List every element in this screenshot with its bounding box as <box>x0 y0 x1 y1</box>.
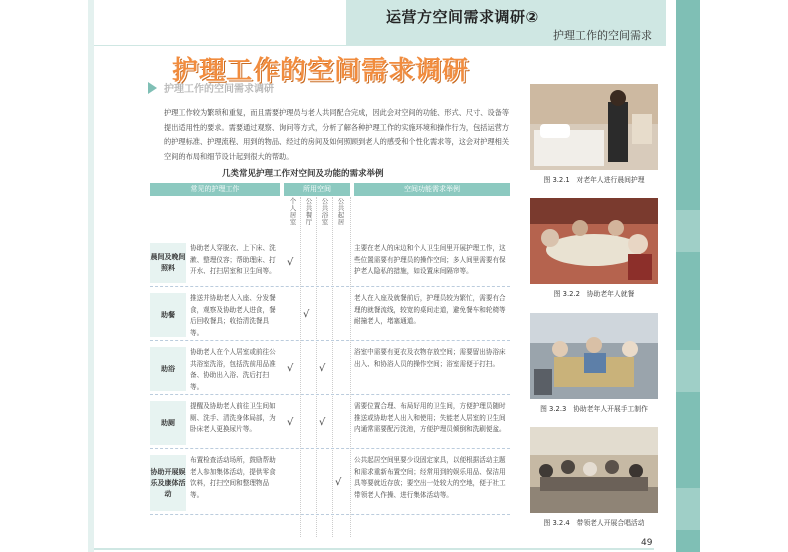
section-title: 护理工作的空间需求 <box>553 29 652 42</box>
header-band <box>346 0 666 46</box>
checkmark-icon: √ <box>319 417 326 428</box>
handcraft-photo <box>530 313 658 399</box>
row-requirement: 公共起居空间里要少设固定家具，以便根据活动主题和需求重新布置空间；经常用到的娱乐用品、保洁用具等要就近存放；要空出一处较大的空地，便于社工带领老人作操、进行集体活动等。 <box>354 456 506 499</box>
photo-caption: 图 3.2.2 协助老年人就餐 <box>553 290 635 298</box>
left-margin-strip <box>88 0 94 552</box>
checkmark-icon: √ <box>287 417 294 428</box>
table-row <box>150 397 510 449</box>
row-category: 助厕 <box>150 401 186 445</box>
space-col-dining: 公共餐厅 <box>305 197 313 226</box>
photo-card <box>530 84 658 184</box>
side-tab-3 <box>676 488 700 530</box>
row-requirement: 老人在入座及就餐前后，护理员较为繁忙，需要有合理的就餐流线，较宽的桌间走道，避免餐车和轮椅等耐撞老人，堵塞通道。 <box>354 294 506 325</box>
photo-caption: 图 3.2.4 带领老人开展合唱活动 <box>543 519 645 527</box>
row-activity: 提醒及协助老人前往卫生间如厕、洗手、清洗身体局部，为卧床老人更换尿片等。 <box>190 402 276 433</box>
checkmark-icon: √ <box>319 363 326 374</box>
photo-caption: 图 3.2.1 对老年人进行晨间护理 <box>543 176 645 184</box>
table-row <box>150 239 510 287</box>
checkmark-icon: √ <box>287 257 294 268</box>
table-row <box>150 343 510 395</box>
bedside-care-photo <box>530 84 658 170</box>
row-activity: 布置检查活动场所，鼓励帮助老人参加集体活动，提供零食饮料，打扫空间和整理物品等。 <box>190 456 276 499</box>
table-caption: 几类常见护理工作对空间及功能的需求举例 <box>222 169 384 179</box>
space-col-room: 个人居室 <box>289 197 297 226</box>
arrow-icon <box>148 82 157 94</box>
side-tab-2 <box>676 350 700 392</box>
row-requirement: 需要位置合理、布局好用的卫生间，方便护理员随时推送或协助老人出入和使用；失能老人居室的卫生间内通常需要配污洗池，方便护理员倾倒和洗刷便盆。 <box>354 402 506 433</box>
photo-card <box>530 427 658 527</box>
side-tab-strip <box>676 0 700 552</box>
table-row <box>150 289 510 341</box>
intro-paragraph: 护理工作较为繁琐和重复，而且需要护理员与老人共同配合完成，因此会对空间的功能、形式、尺寸、设备等提出适用性的要求。需要通过观察、询问等方式，分析了解各种护理工作的实施环境和操作行为，包括运营方的护理标准、护理流程、用到的物品、经过的房间及如何照顾到老人的感受和个性化需求等，这会对护理相关空间的布局和细节设计起到很大的帮助。 <box>164 108 510 161</box>
checkmark-icon: √ <box>303 309 310 320</box>
side-tab-1 <box>676 210 700 252</box>
bottom-rule <box>94 548 654 550</box>
chorus-photo <box>530 427 658 513</box>
page-number: 49 <box>641 538 653 548</box>
photo-card <box>530 313 658 413</box>
row-activity: 推送并协助老人入座、分发餐食，观察及协助老人进食，餐后回收餐具；收拾清洗餐具等。 <box>190 294 276 337</box>
page-title: 护理工作的空间需求调研 <box>172 56 470 86</box>
row-requirement: 主要在老人的床边和个人卫生间里开展护理工作，这些位置需要有护理员的操作空间；多人间里需要有保护老人隐私的措施，如设置床间隔帘等。 <box>354 244 506 275</box>
row-requirement: 浴室中需要有更衣及衣物存放空间；需要留出协浴床出入、和协浴人员的操作空间；浴室需便于打扫。 <box>354 348 506 368</box>
space-col-bath: 公共浴室 <box>321 197 329 226</box>
checkmark-icon: √ <box>335 477 342 488</box>
dining-photo <box>530 198 658 284</box>
header-left <box>94 0 346 46</box>
photo-card <box>530 198 658 298</box>
space-col-lounge: 公共起居 <box>337 197 345 226</box>
table-header-care: 常见的护理工作 <box>150 183 280 196</box>
row-category: 协助开展娱乐及康体活动 <box>150 455 186 511</box>
row-activity: 协助老人穿脱衣、上下床、洗漱、整理仪容；帮助理床、打开水、打扫居室和卫生间等。 <box>190 244 276 275</box>
photo-caption: 图 3.2.3 协助老年人开展手工制作 <box>540 405 648 413</box>
table-header-requirement: 空间功能需求举例 <box>354 183 510 196</box>
chapter-title: 运营方空间需求调研② <box>386 8 539 26</box>
row-category: 晨间及晚间照料 <box>150 243 186 283</box>
row-category: 助餐 <box>150 293 186 337</box>
row-category: 助浴 <box>150 347 186 391</box>
checkmark-icon: √ <box>287 363 294 374</box>
row-activity: 协助老人在个人居室或前往公共浴室洗浴，包括洗前用品准备、协助出入浴、洗后打扫等。 <box>190 348 276 391</box>
table-row <box>150 451 510 515</box>
page-subtitle: 护理工作的空间需求调研 <box>164 84 274 95</box>
table-header-space: 所用空间 <box>284 183 350 196</box>
